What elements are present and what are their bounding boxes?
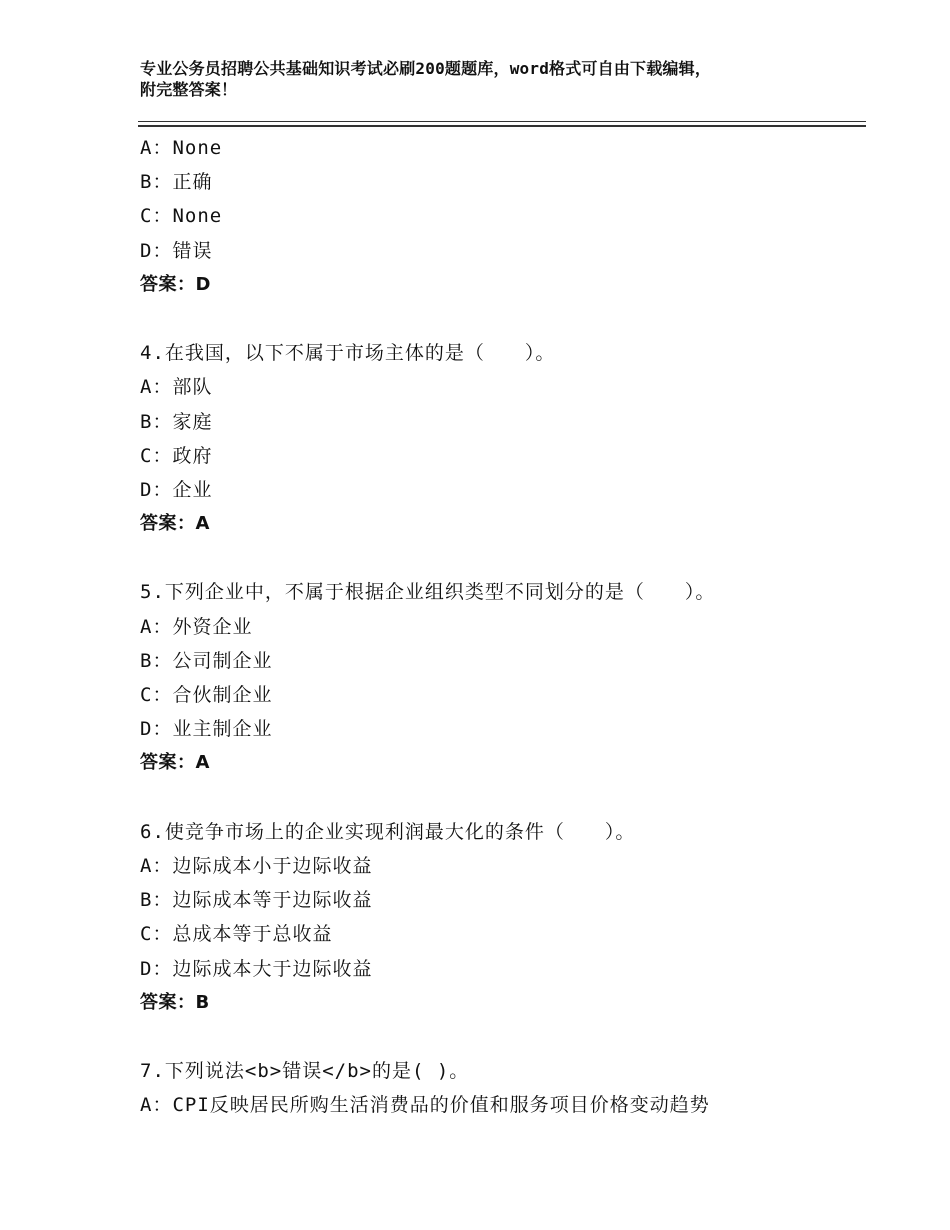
header-divider-thin: [138, 121, 866, 122]
option-a: A：边际成本小于边际收益: [140, 854, 373, 877]
answer-line: 答案：B: [140, 991, 210, 1013]
question-stem: 6.使竞争市场上的企业实现利润最大化的条件（ ）。: [140, 820, 636, 843]
question-5: [140, 575, 860, 780]
option-d: D：业主制企业: [140, 718, 273, 741]
option-c: C：合伙制企业: [140, 684, 273, 706]
option-b: B：公司制企业: [140, 649, 273, 672]
question-stem: 4.在我国，以下不属于市场主体的是（ ）。: [140, 342, 556, 365]
answer-line: 答案：A: [140, 513, 210, 535]
header-line-2: 附完整答案！: [140, 80, 238, 99]
question-spacer: [140, 302, 860, 336]
answer-line: 答案：A: [140, 752, 210, 774]
option-c: C：政府: [140, 444, 213, 467]
option-c: C：None: [140, 205, 223, 228]
option-a: A：CPI反映居民所购生活消费品的价值和服务项目价格变动趋势: [140, 1094, 710, 1117]
question-3-continued: [140, 131, 860, 302]
option-c: C：总成本等于总收益: [140, 923, 333, 946]
question-list: [140, 131, 860, 1122]
document-header: [140, 58, 840, 100]
question-spacer: [140, 781, 860, 815]
option-a: A：外资企业: [140, 615, 253, 638]
option-b: B：边际成本等于边际收益: [140, 889, 373, 912]
question-4: [140, 336, 860, 541]
header-divider-thick: [138, 125, 866, 127]
option-b: B：正确: [140, 171, 213, 194]
option-b: B：家庭: [140, 410, 213, 433]
header-line-1: 专业公务员招聘公共基础知识考试必刷200题题库，word格式可自由下载编辑，: [140, 59, 712, 78]
option-d: D：边际成本大于边际收益: [140, 957, 373, 980]
question-6: [140, 815, 860, 1020]
question-spacer: [140, 1020, 860, 1054]
question-stem: 5.下列企业中，不属于根据企业组织类型不同划分的是（ ）。: [140, 581, 716, 604]
option-a: A：None: [140, 137, 223, 159]
question-stem: 7.下列说法<b>错误</b>的是( )。: [140, 1060, 470, 1083]
option-d: D：错误: [140, 239, 213, 262]
question-spacer: [140, 541, 860, 575]
option-a: A：部队: [140, 376, 213, 399]
question-7: [140, 1054, 860, 1122]
answer-line: 答案：D: [140, 273, 211, 295]
option-d: D：企业: [140, 478, 213, 501]
